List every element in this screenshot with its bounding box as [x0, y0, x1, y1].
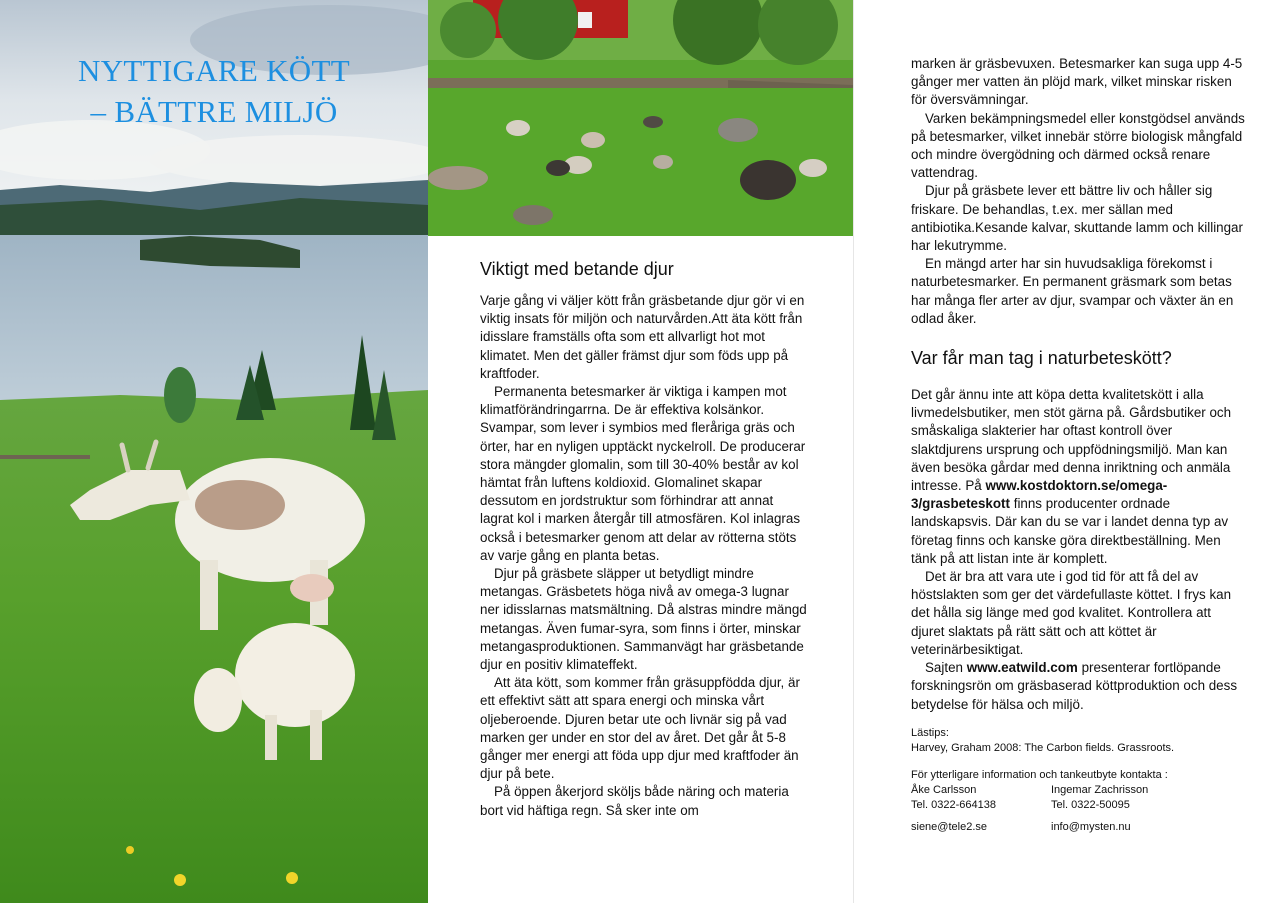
paragraph — [911, 659, 1246, 714]
paragraph-continued: marken är gräsbevuxen. Betesmarker kan suga upp 4-5 gånger mer vatten än plöjd mark, vilket minskar risken för översvämningar. — [911, 56, 1243, 108]
contact-email[interactable]: info@mysten.nu — [1051, 820, 1131, 833]
paragraph: På öppen åkerjord sköljs både näring och materia bort vid häftiga regn. Så sker inte om — [480, 784, 789, 818]
paragraph: Djur på gräsbete lever ett bättre liv och håller sig friskare. De behandlas, t.ex. mer sällan med antibiotika.Kesande kalvar, skuttande lamm och killingar har lekutrymme. — [911, 183, 1243, 254]
paragraph: Det är bra att vara ute i god tid för att få del av höstslakten som ger det värdefullaste köttet. I frys kan det hålla sig länge med god kvalitet. Kontrollera att djuret slaktats på rätt sätt och att köttet är veterinärbesiktigat. — [911, 569, 1232, 657]
text: Det går ännu inte att köpa detta kvalitetskött i alla livmedelsbutiker, men stöt gärna på. Gårdsbutiker och småskaliga slakterier har oftast kontroll över slaktdjurens ursprung och uppfödningsmiljö. Man kan även besöka gårdar med denna inriktning och anmäla intresse. På — [911, 387, 1232, 494]
contact-phones — [911, 798, 1246, 813]
contact-emails — [911, 820, 1246, 835]
paragraph: Djur på gräsbete släpper ut betydligt mindre metangas. Gräsbetets höga nivå av omega-3 lugnar ner idisslarnas matsmältning. Då alstras mindre mängd metangas. Även fumar-syra, som finns i örter, minskar metangasproduktionen. Sammanvägt har gräsbetande djur en positiv klimateffekt. — [480, 566, 807, 673]
paragraph: Att äta kött, som kommer från gräsuppfödda djur, är ett effektivt sätt att spara energi och minska vårt oljeberoende. Djuren betar ute och livnär sig på vad marken ger under en stor del av året. Det går åt 5-8 gånger mer energi att föda upp djur med kraftfoder än djur på bete. — [480, 675, 800, 782]
text: finns producenter ordnade landskapsvis. Där kan du se var i landet denna typ av företag finns och kanske göra direktbeställning. Men tänk på att listan inte är komplett. — [911, 496, 1229, 566]
pasture-photo — [428, 0, 853, 236]
contact-phone: Tel. 0322-664138 — [911, 798, 997, 811]
paragraph: Varje gång vi väljer kött från gräsbetande djur gör vi en viktig insats för miljön och naturvården.Att äta kött från idisslare framställs ofta som ett allvarligt hot mot klimatet. Men det gäller främst djur som föds upp på kraftfoder. — [480, 293, 805, 381]
reading-label: Lästips: — [911, 726, 949, 739]
contact-name: Åke Carlsson — [911, 783, 977, 796]
paragraph: En mängd arter har sin huvudsakliga förekomst i naturbetesmarker. En permanent gräsmark som betas har många fler arter av djur, svampar och växter än en odlad åker. — [911, 256, 1234, 326]
contact-phone: Tel. 0322-50095 — [1051, 798, 1130, 811]
section-heading-where-to-buy: Var får man tag i naturbeteskött? — [911, 348, 1172, 369]
link-kostdoktorn[interactable]: www.kostdoktorn.se/omega-3/grasbeteskott — [911, 478, 1168, 512]
contact-block — [911, 768, 1246, 835]
cover-photo — [0, 0, 428, 903]
contact-names — [911, 783, 1246, 798]
contact-intro: För ytterligare information och tankeutbyte kontakta : — [911, 768, 1168, 781]
paragraph: Varken bekämpningsmedel eller konstgödsel används på betesmarker, vilket innebär större biologisk mångfald och mindre övergödning och därmed också renare vattendrag. — [911, 110, 1245, 181]
text: presenterar fortlöpande forskningsrön om gräsbaserad köttproduktion och dess betydelse för hälsa och miljö. — [911, 660, 1238, 712]
page-divider — [853, 0, 854, 903]
contact-email[interactable]: siene@tele2.se — [911, 820, 987, 833]
cover-title — [0, 50, 428, 132]
middle-column — [480, 256, 810, 820]
right-column — [911, 55, 1246, 835]
paragraph: Permanenta betesmarker är viktiga i kampen mot klimatförändringarrna. De är effektiva kolsänkor. Svampar, som lever i symbios med fleråriga gräs och örter, har en nyligen upptäckt nyckelroll. De producerar stora mängder glomalin, som till 30-40% består av kol hämtat från luftens koldioxid. Glomalinet skapar dessutom en jordstruktur som förhindrar att annat lagrat kol i marken återgår till atmosfären. Kol inlagras också i betesmarker genom att delar av rötterna stöts av varje gång en planta betas. — [480, 384, 806, 563]
section-heading-grazing: Viktigt med betande djur — [480, 259, 674, 279]
reading-tips — [911, 726, 1246, 756]
cover-title-line-2: – BÄTTRE MILJÖ — [90, 94, 338, 129]
reading-reference: Harvey, Graham 2008: The Carbon fields. Grassroots. — [911, 741, 1175, 754]
paragraph — [911, 386, 1246, 568]
cover-title-line-1: NYTTIGARE KÖTT — [78, 53, 350, 88]
contact-name: Ingemar Zachrisson — [1051, 783, 1149, 796]
text: Sajten — [925, 660, 963, 676]
link-eatwild[interactable]: www.eatwild.com — [966, 660, 1078, 676]
